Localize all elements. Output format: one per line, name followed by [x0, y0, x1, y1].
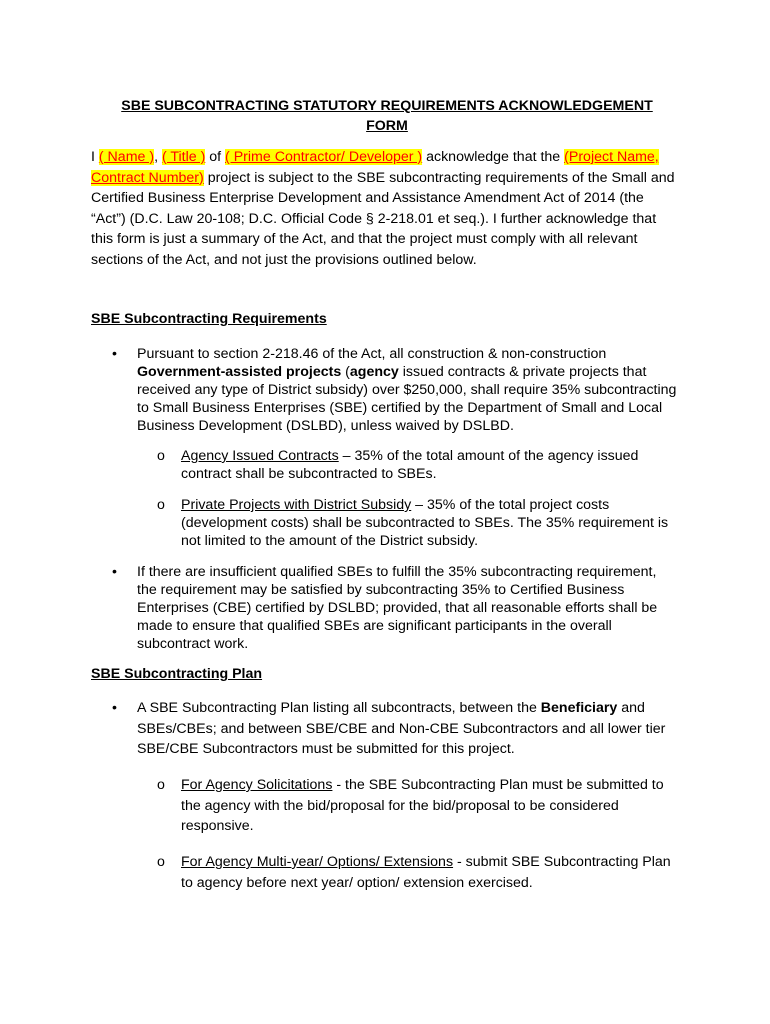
bullet-bold-part: agency — [349, 364, 399, 380]
sub-bullet-symbol: o — [157, 497, 165, 513]
requirements-bullet-1 — [112, 345, 680, 435]
requirements-heading: SBE Subcontracting Requirements — [91, 311, 327, 327]
sub-bullet-symbol: o — [157, 777, 165, 793]
sub-bullet-text — [181, 496, 679, 550]
title-field[interactable]: ( Title ) — [161, 149, 206, 165]
sub-bullet-body: - the SBE Subcontracting Plan must be submitted to the agency with the bid/proposal for the bid/proposal to be considered responsive. — [181, 777, 664, 835]
bullet-symbol: • — [112, 346, 117, 362]
sub-bullet-symbol: o — [157, 448, 165, 464]
requirements-sub-2 — [157, 496, 679, 550]
intro-text-ack: acknowledge that the — [422, 149, 565, 165]
sub-bullet-body: – 35% of the total project costs (development costs) shall be subcontracted to SBEs. The 35% requirement is not limited to the amount of the District subsidy. — [181, 497, 669, 549]
bullet-symbol: • — [112, 700, 117, 716]
title-line-1: SBE SUBCONTRACTING STATUTORY REQUIREMENTS ACKNOWLEDGEMENT — [121, 98, 653, 114]
bullet-text: If there are insufficient qualified SBEs to fulfill the 35% subcontracting requirement, the requirement may be satisfied by subcontracting 35% to Certified Business Enterprises (CBE) certified by DSLBD; provided, that all reasonable efforts shall be made to ensure that qualified SBEs are significant participants in the overall subcontract work. — [137, 564, 658, 652]
plan-sub-1 — [157, 775, 679, 837]
sub-bullet-title: Agency Issued Contracts — [181, 448, 339, 464]
project-name-field[interactable]: (Project Name, Contract Number) — [91, 149, 659, 186]
document-title — [91, 96, 683, 136]
bullet-text — [137, 698, 680, 760]
sub-bullet-title: Private Projects with District Subsidy — [181, 497, 412, 513]
intro-comma: , — [154, 149, 162, 165]
bullet-text-part: issued contracts & private projects that received any type of District subsidy) over $250,000, shall require 35% subcontracting to Small Business Enterprises (SBE) certified by the Department of Small and Local Business Development (DSLBD), unless waived by DSLBD. — [137, 364, 677, 434]
sub-bullet-title: For Agency Multi-year/ Options/ Extensions — [181, 854, 454, 870]
name-field[interactable]: ( Name ) — [98, 149, 155, 165]
plan-bullet-1 — [112, 698, 680, 760]
requirements-sub-1 — [157, 447, 679, 483]
bullet-text-part: Pursuant to section 2-218.46 of the Act, all construction & non-construction — [137, 346, 607, 362]
title-line-2: FORM — [366, 118, 408, 134]
intro-paragraph — [91, 147, 676, 271]
bullet-text — [137, 345, 680, 435]
sub-bullet-body: - submit SBE Subcontracting Plan to agency before next year/ option/ extension exercised. — [181, 854, 671, 891]
bullet-text-part: and SBEs/CBEs; and between SBE/CBE and Non-CBE Subcontractors and all lower tier SBE/CBE Subcontractors must be submitted for this project. — [137, 700, 666, 758]
sub-bullet-text — [181, 775, 679, 837]
plan-heading: SBE Subcontracting Plan — [91, 666, 263, 682]
bullet-text-part: ( — [341, 364, 350, 380]
bullet-bold-part: Beneficiary — [540, 700, 618, 716]
sub-bullet-text — [181, 852, 679, 893]
intro-text-of: of — [205, 149, 226, 165]
sub-bullet-body: – 35% of the total amount of the agency issued contract shall be subcontracted to SBEs. — [181, 448, 639, 482]
prime-contractor-field[interactable]: ( Prime Contractor/ Developer ) — [225, 149, 423, 165]
bullet-bold-part: Government-assisted projects — [137, 364, 342, 380]
sub-bullet-text — [181, 447, 679, 483]
requirements-bullet-2 — [112, 563, 680, 653]
plan-sub-2 — [157, 852, 679, 893]
bullet-text-part: A SBE Subcontracting Plan listing all subcontracts, between the — [137, 700, 541, 716]
sub-bullet-symbol: o — [157, 854, 165, 870]
sub-bullet-title: For Agency Solicitations — [181, 777, 333, 793]
bullet-symbol: • — [112, 564, 117, 580]
intro-text-rest: project is subject to the SBE subcontracting requirements of the Small and Certified Business Enterprise Development and Assistance Amendment Act of 2014 (the “Act”) (D.C. Law 20-108; D.C. Official Code § 2-218.01 et seq.). I further acknowledge that this form is just a summary of the Act, and that the project must comply with all relevant sections of the Act, and not just the provisions outlined below. — [91, 169, 675, 268]
intro-text-i: I — [91, 149, 99, 165]
